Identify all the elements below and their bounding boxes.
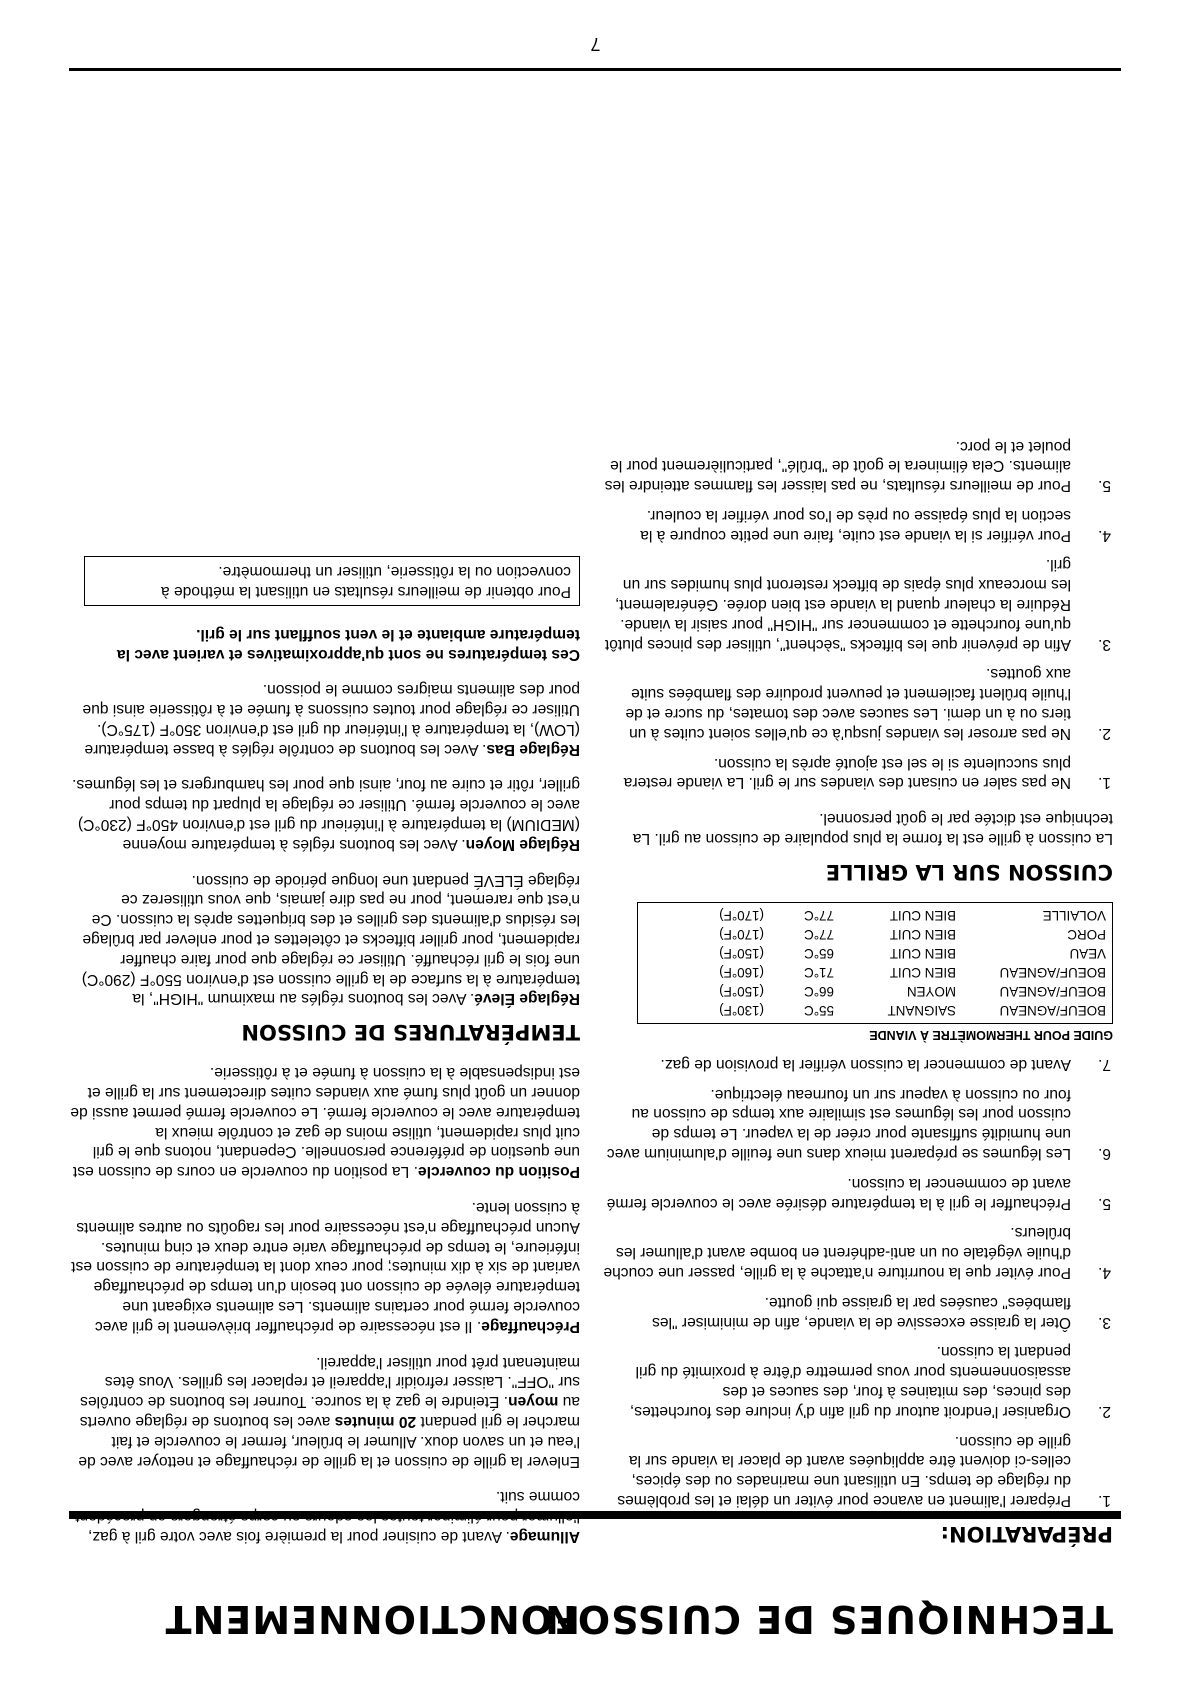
table-row: VEAU BIEN CUIT 65°C (150°F) — [719, 946, 1106, 962]
list-item: 5. Préchauffer le gril à la température désirée avec le couvercle fermé avant de commencer la cuisson. — [606, 1174, 1111, 1212]
para-reglage-eleve: Réglage Élevé. Avec les boutons réglés au maximum "HIGH", la température à la surface de la grille cuisson est d'environ 550°F (290°C) une fois le gril réchauffé. Utiliser ce réglage que pour faire chauffer rapidement, pour griller biftecks et côtelettes et pour enlever par brûlage les résidus d'aliments des grilles et des briquettes après la cuisson. Ce n'est que rarement, pour ne pas dire jamais, que vous utiliserez ce réglage ÉLEVÉ pendant une longue période de cuisson. — [81, 871, 580, 1008]
list-item: 2. Ne pas arroser les viandes jusqu'à ce qu'elles soient cuites à un tiers ou à un demi. Les sauces avec des tomates, du sucre et de l'huile brûlent facilement et peuvent produire des flambées suite aux gouttes. — [625, 665, 1111, 742]
title-techniques: TECHNIQUES DE CUISSON — [544, 1597, 1113, 1641]
list-item: 4. Pour vérifier si la viande est cuite, faire une petite coupure à la section la plus épaisse ou près de l'os pour vérifier la couleur. — [640, 506, 1111, 544]
list-item: 2. Organiser l'endroit autour du gril afin d'y inclure des fourchettes, des pinces, des mitaines à four, des sauces et des assaisonnements pour vous permettre d'être à proximité du gril pendant la cuisson. — [629, 1343, 1111, 1420]
para-prechauffage: Préchauffage. Il est nécessaire de préchauffer brièvement le gril avec couvercle fermé pour certains aliments. Les aliments exigeant une température élevée de cuisson ont besoin d'un temps de préchauffage variant de six à dix minutes; pour ceux dont la température de cuisson est inférieure, le temps de préchauffage varie entre deux et cinq minutes. Aucun préchauffage n'est nécessaire pour les ragoûts ou autres aliments à cuisson lente. — [71, 1199, 580, 1335]
list-item: 1. Préparer l'aliment en avance pour éviter un délai et les problèmes du réglage de temps. En utilisant une marinades ou des épices, celles-ci doivent être appliquées avant de placer la viande sur la grille de cuisson. — [617, 1432, 1111, 1509]
list-item: 1. Ne pas saler en cuisant des viandes sur le gril. La viande restera plus succulente si le sel est ajouté après la cuisson. — [623, 754, 1111, 792]
footer-divider — [69, 68, 1121, 71]
para-allumage: Allumage. Avant de cuisiner pour la première fois avec votre gril à gaz, comme suit. — [87, 1488, 580, 1545]
table-row: BOEUF/AGNEAU MOYEN 66°C (150°F) — [719, 984, 1106, 1000]
title-preparation: PRÉPARATION: — [940, 1522, 1113, 1546]
table-row: BOEUF/AGNEAU BIEN CUIT 71°C (160°F) — [719, 965, 1106, 981]
para-position-couvercle: Position du couvercle. La position du couvercle en cours de cuisson est une question de préférence personnelle. Cependant, notons que le gril cuit plus rapidement, utilise moins de gaz et contrôle mieux la température avec le couvercle fermé. Le couvercle fermé permet aussi de donner un goût plus fumé aux viandes cuites directement sur la grille et est indispensable à la cuisson à fumée et à rôtisserie. — [70, 1064, 580, 1181]
list-item: 7. Avant de commencer la cuisson vérifier la provision de gaz. — [660, 1055, 1111, 1073]
para-enlever: Enlever la grille de cuisson et la grille de réchauffage et nettoyer avec de l'eau et un savon doux. Allumer le brûleur, fermer le couvercle et fait marcher le gril pendant 20 minutes avec les boutons de réglage ouverts au moyen. Éteindre le gaz à la source. Tourner les boutons de contrôles sur "OFF". Laisser refroidir l'appareil et replacer les grilles. Vous êtes maintenant prêt pour utiliser l'appareil. — [78, 1353, 580, 1470]
para-reglage-moyen: Réglage Moyen. Avec les boutons réglés à température moyenne (MEDIUM) la température à l'intérieur du gril est d'environ 450°F (230°C) avec le couvercle fermé. Utiliser ce réglage la plupart du temps pour griller, rôtir et cuire au four, ainsi que pour les hamburgers et les légumes. — [72, 776, 580, 853]
list-item: 5. Pour de meilleurs résultats, ne pas laisser les flammes atteindre les aliments. Cela éliminera le goût de "brûlé", particulièrement pour le poulet et le porc. — [604, 437, 1111, 495]
title-temperatures: TEMPÉRATURES DE CUISSON — [241, 1020, 580, 1045]
table-row: BOEUF/AGNEAU SAIGNANT 55°C (130°F) — [719, 1003, 1106, 1019]
guide-title: GUIDE POUR THERMOMÈTRE À VIANDE — [869, 1028, 1113, 1043]
grille-list — [603, 436, 1113, 793]
temperature-warning: Ces températures ne sont qu'approximatives et varient avec la température ambiante et le vent soufflant sur le gril. — [116, 625, 580, 663]
para-grille-intro: La cuisson à grille est la forme la plus populaire de cuisson au gril. La technique est dictée par le goût personnel. — [632, 810, 1113, 848]
list-item: 3. Ôter la graisse excessive de la viande, afin de minimiser "les flambées" causées par la graisse qui goutte. — [652, 1293, 1111, 1331]
list-item: 3. Afin de prévenir que les biftecks "sèchent", utiliser des pinces plutôt qu'une fourchette et commencer sur "HIGH" pour saisir la viande. Réduire la chaleur quand la viande est bien dorée. Généralement, les morceaux plus épais de bifteck resteront plus humides sur un gril. — [604, 556, 1111, 653]
table-row: PORC BIEN CUIT 77°C (170°F) — [719, 927, 1106, 943]
para-reglage-bas: Réglage Bas. Avec les boutons de contrôle réglés à basse température (LOW), la température à l'intérieur du gril est d'environ 350°F (175°C). Utiliser ce réglage pour toutes cuissons à fumée et à rôtisserie ainsi que pour des aliments maigres comme le poisson. — [82, 681, 580, 758]
meat-thermometer-table — [637, 902, 1113, 1024]
thermometer-note: Pour obtenir de meilleurs résultats en utilisant la méthode à convection ou la rôtisserie, utiliser un thermomètre. — [84, 556, 580, 606]
title-fonctionnement: FONCTIONNEMENT — [164, 1597, 580, 1641]
column-fonctionnement — [70, 556, 580, 1654]
title-cuisson-grille: CUISSON SUR LA GRILLE — [825, 860, 1113, 885]
label-allumage: Allumage — [509, 1528, 580, 1545]
table-row: VOLAILLE BIEN CUIT 77°C (170°F) — [719, 908, 1106, 924]
list-item: 4. Pour éviter que la nourriture n'attache à la grille, passer une couche d'huile végétale ou un anti-adhérent en bombe avant d'allumer les brûleurs. — [603, 1224, 1111, 1282]
list-item: 6. Les légumes se préparent mieux dans une feuille d'aluminium avec une humidité suffisante pour créer de la vapeur. Le temps de cuisson pour les légumes est similaire aux temps de cuisson au four ou cuisson à vapeur sur un fourneau électrique. — [606, 1085, 1111, 1163]
page-number: 7 — [590, 34, 601, 54]
prep-list — [603, 1054, 1113, 1510]
title-divider — [69, 1511, 1121, 1519]
